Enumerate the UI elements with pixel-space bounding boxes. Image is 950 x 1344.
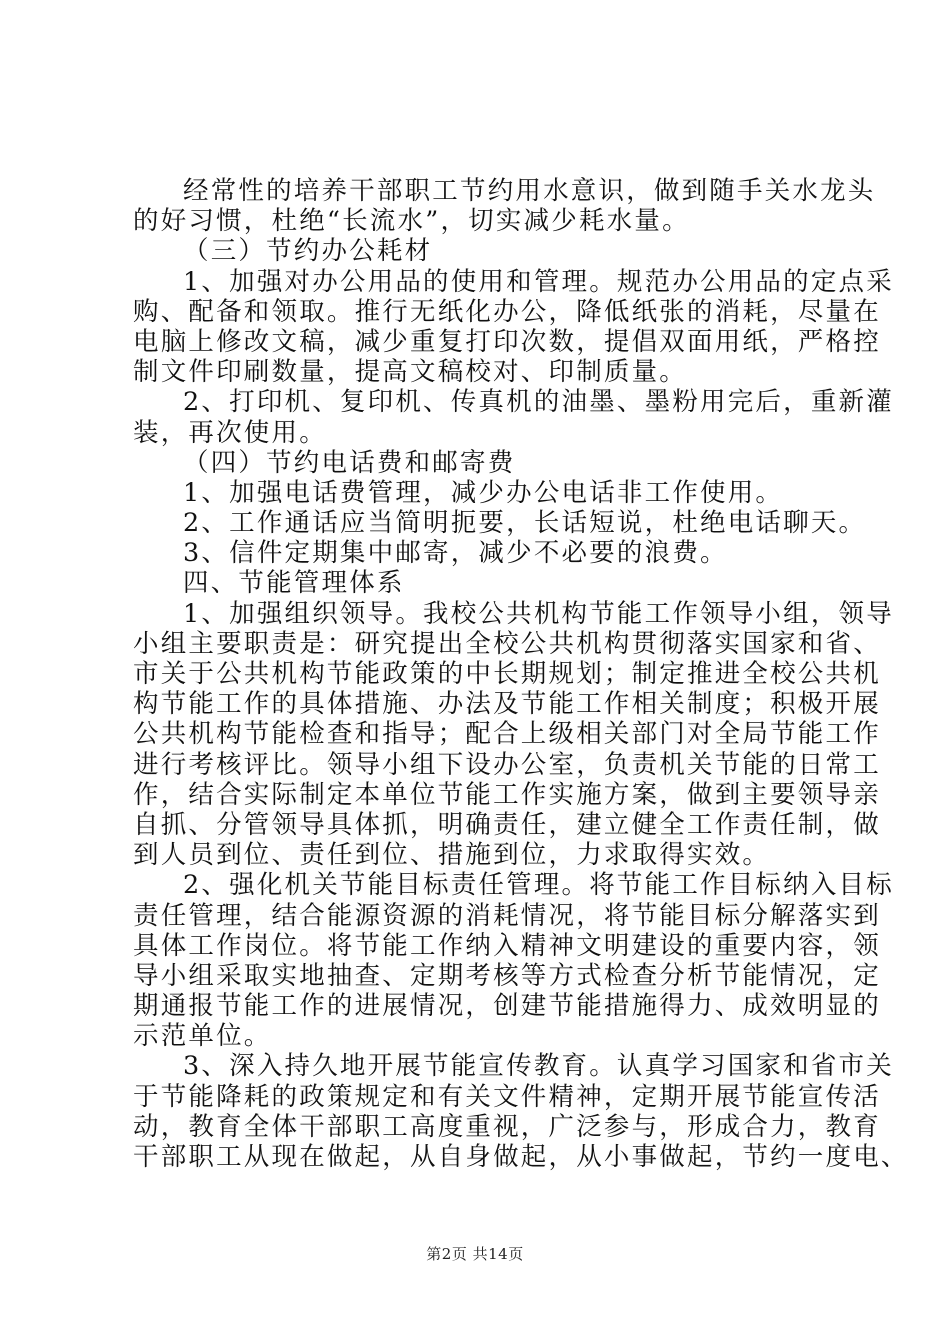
text-line: 动，教育全体干部职工高度重视，广泛参与，形成合力，教育 <box>133 1111 881 1142</box>
text-line: （三）节约办公耗材 <box>183 236 433 267</box>
page-number-label: 第2页 共14页 <box>426 1245 524 1263</box>
text-line: 进行考核评比。领导小组下设办公室，负责机关节能的日常工 <box>133 749 881 780</box>
text-line: 3、信件定期集中邮寄，减少不必要的浪费。 <box>183 538 728 569</box>
document-body <box>133 176 909 1172</box>
text-line: 购、配备和领取。推行无纸化办公，降低纸张的消耗，尽量在 <box>133 296 881 327</box>
text-line: 1、加强电话费管理，减少办公电话非工作使用。 <box>183 477 784 508</box>
text-line: 具体工作岗位。将节能工作纳入精神文明建设的重要内容，领 <box>133 930 881 961</box>
text-line: 自抓、分管领导具体抓，明确责任，建立健全工作责任制，做 <box>133 809 881 840</box>
text-line: 四、节能管理体系 <box>183 568 405 599</box>
text-line: 经常性的培养干部职工节约用水意识，做到随手关水龙头 <box>183 176 876 206</box>
text-line: （四）节约电话费和邮寄费 <box>183 447 516 478</box>
text-line: 2、强化机关节能目标责任管理。将节能工作目标纳入目标 <box>183 870 894 901</box>
text-line: 责任管理，结合能源资源的消耗情况，将节能目标分解落实到 <box>133 900 881 931</box>
text-line: 1、加强对办公用品的使用和管理。规范办公用品的定点采 <box>183 266 894 297</box>
text-line: 制文件印刷数量，提高文稿校对、印制质量。 <box>133 357 688 388</box>
text-line: 导小组采取实地抽查、定期考核等方式检查分析节能情况，定 <box>133 960 881 991</box>
text-line: 市关于公共机构节能政策的中长期规划；制定推进全校公共机 <box>133 659 881 689</box>
text-line: 于节能降耗的政策规定和有关文件精神，定期开展节能宣传活 <box>133 1081 881 1112</box>
page-footer <box>0 1244 950 1264</box>
text-line: 期通报节能工作的进展情况，创建节能措施得力、成效明显的 <box>133 991 881 1022</box>
text-line: 的好习惯，杜绝“长流水”，切实减少耗水量。 <box>133 206 690 237</box>
text-line: 干部职工从现在做起，从自身做起，从小事做起，节约一度电、 <box>133 1142 909 1172</box>
text-line: 装，再次使用。 <box>133 417 327 448</box>
text-line: 电脑上修改文稿，减少重复打印次数，提倡双面用纸，严格控 <box>133 326 881 357</box>
text-line: 公共机构节能检查和指导；配合上级相关部门对全局节能工作 <box>133 719 881 750</box>
text-line: 1、加强组织领导。我校公共机构节能工作领导小组，领导 <box>183 598 894 629</box>
text-line: 2、工作通话应当简明扼要，长话短说，杜绝电话聊天。 <box>183 508 867 539</box>
text-line: 2、打印机、复印机、传真机的油墨、墨粉用完后，重新灌 <box>183 387 894 418</box>
text-line: 小组主要职责是：研究提出全校公共机构贯彻落实国家和省、 <box>133 628 881 659</box>
text-line: 到人员到位、责任到位、措施到位，力求取得实效。 <box>133 840 771 871</box>
text-line: 示范单位。 <box>133 1021 272 1052</box>
text-line: 构节能工作的具体措施、办法及节能工作相关制度；积极开展 <box>133 689 881 720</box>
text-line: 作，结合实际制定本单位节能工作实施方案，做到主要领导亲 <box>133 779 881 810</box>
text-line: 3、深入持久地开展节能宣传教育。认真学习国家和省市关 <box>183 1051 894 1082</box>
